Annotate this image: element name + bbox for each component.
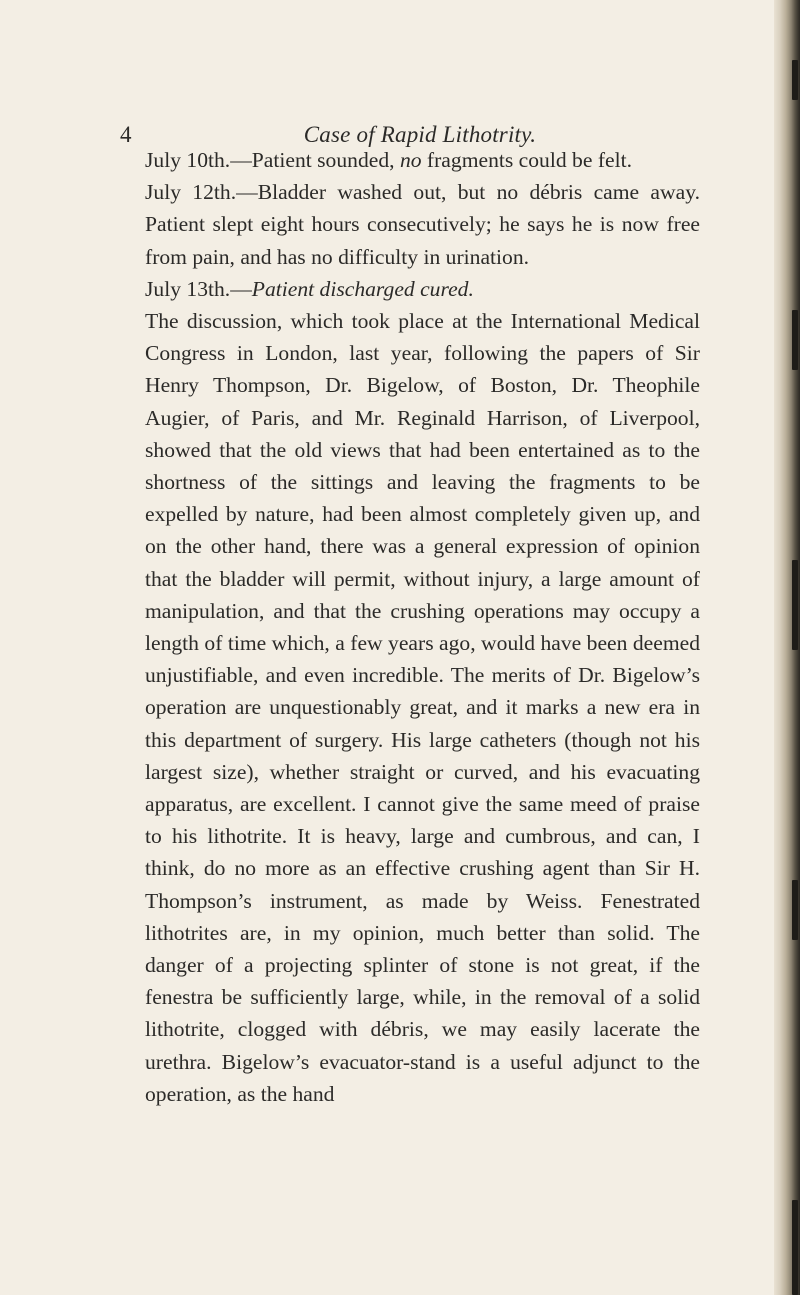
edge-mark <box>792 310 798 370</box>
entry-july-12 <box>145 176 700 273</box>
page-edge-shadow <box>774 0 800 1295</box>
edge-mark <box>792 560 798 650</box>
entry-italic: Patient discharged cured. <box>251 276 474 301</box>
body-text <box>145 144 700 1110</box>
entry-date: July 10th. <box>145 148 231 172</box>
edge-mark <box>792 1200 798 1295</box>
entry-july-13 <box>145 273 700 305</box>
running-title: Case of Rapid Lithotrity. <box>303 122 537 147</box>
entry-text-after: fragments could be felt. <box>421 148 632 172</box>
discussion-paragraph: The discussion, which took place at the International Medical Congress in London, last year, following the papers of Sir Henry Thompson, Dr. Bigelow, of Boston, Dr. Theophile Augier, of Paris, and Mr. Reginald Harrison, of Liverpool, showed that the old views that had been entertained as to the shortness of the sittings and leaving the fragments to be expelled by nature, had been almost completely given up, and on the other hand, there was a general expression of opinion that the bladder will permit, without injury, a large amount of manipulation, and that the crushing operations may occupy a length of time which, a few years ago, would have been deemed unjustifiable, and even incredible. The merits of Dr. Bigelow’s operation are unquestionably great, and it marks a new era in this department of surgery. His large catheters (though not his largest size), whether straight or curved, and his evacuating apparatus, are excellent. I cannot give the same meed of praise to his lithotrite. It is heavy, large and cumbrous, and can, I think, do no more as an effective crushing agent than Sir H. Thompson’s instrument, as made by Weiss. Fenestrated lithotrites are, in my opinion, much better than solid. The danger of a projecting splinter of stone is not great, if the fenestra be sufficiently large, while, in the removal of a solid lithotrite, clogged with débris, we may easily lacerate the urethra. Bigelow’s evacuator-stand is a useful adjunct to the operation, as the hand <box>145 309 700 1106</box>
edge-mark <box>792 60 798 100</box>
entry-text: —Bladder washed out, but no débris came away. Patient slept eight hours consecutively; he says he is now free from pain, and has no difficulty in urination. <box>145 180 700 269</box>
entry-text: — <box>230 276 252 301</box>
entry-july-10 <box>145 144 700 176</box>
entry-italic: no <box>399 148 422 172</box>
entry-date: July 13th. <box>145 276 231 301</box>
entry-date: July 12th. <box>145 180 237 205</box>
edge-mark <box>792 880 798 940</box>
page-number: 4 <box>120 122 132 147</box>
entry-text: —Patient sounded, <box>230 148 400 172</box>
